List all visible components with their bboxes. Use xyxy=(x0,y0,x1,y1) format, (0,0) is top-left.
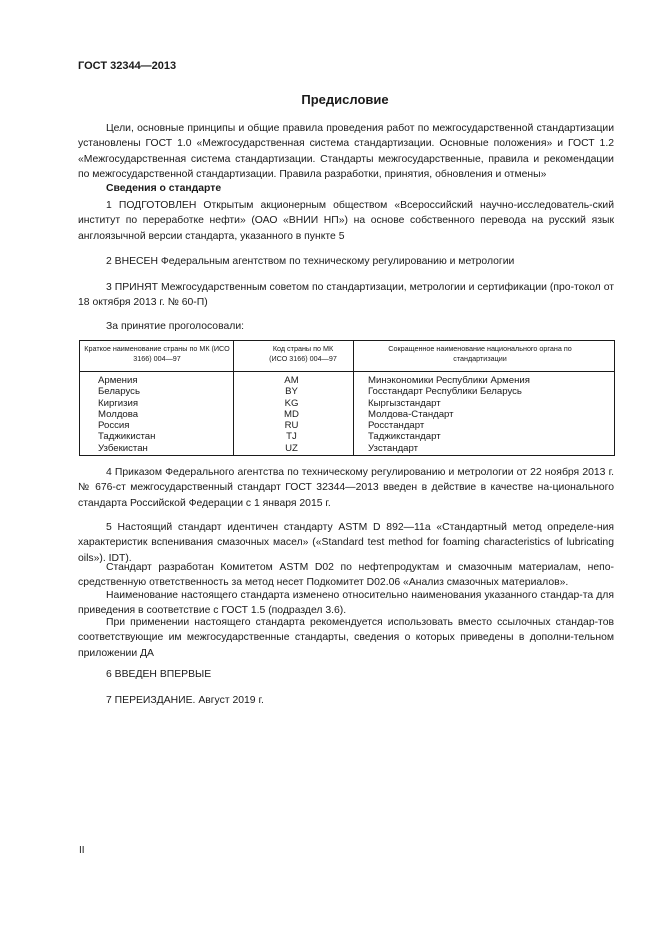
page-title: Предисловие xyxy=(301,92,389,107)
table-cell-body: Таджикстандарт xyxy=(368,431,441,443)
table-cell-country: Армения xyxy=(98,375,138,386)
item-7-paragraph: 7 ПЕРЕИЗДАНИЕ. Август 2019 г. xyxy=(106,695,264,706)
item-5-paragraph: 5 Настоящий стандарт идентичен стандарту ASTM D 892—11а «Стандартный метод определе-ния характеристик вспенивания смазочных масел» («Standard test method for foaming characteristics of lubricating oils»). IDT). xyxy=(78,522,614,564)
table-cell-body: Минэкономики Республики Армения xyxy=(368,375,530,386)
voting-table xyxy=(79,340,615,456)
table-cell-code: TJ xyxy=(286,431,297,443)
table-header-divider xyxy=(80,371,614,372)
table-cell-country: Таджикистан xyxy=(98,431,156,443)
table-cell-code: BY xyxy=(285,386,298,398)
document-header: ГОСТ 32344—2013 xyxy=(78,60,177,72)
item-5-name-change-paragraph: Наименование настоящего стандарта изменено относительно наименования указанного стандар-та для приведения в соответствие с ГОСТ 1.5 (подраздел 3.6). xyxy=(78,590,614,617)
table-cell-code: RU xyxy=(284,420,299,432)
item-1-paragraph: 1 ПОДГОТОВЛЕН Открытым акционерным обществом «Всероссийский научно-исследователь-ский институт по переработке нефти» (ОАО «ВНИИ НП») на основе собственного перевода на русский язык англоязычной версии стандарта, указанного в пункте 5 xyxy=(78,200,614,242)
table-cell-body: Госстандарт Республики Беларусь xyxy=(368,386,522,398)
table-cell-code: MD xyxy=(284,408,299,420)
table-cell-body: Росстандарт xyxy=(368,420,425,432)
table-cell-country: Молдова xyxy=(98,408,139,420)
section-heading: Сведения о стандарте xyxy=(106,183,222,194)
table-cell-code: AM xyxy=(284,375,299,386)
item-6-paragraph: 6 ВВЕДЕН ВПЕРВЫЕ xyxy=(106,669,212,680)
item-5-references-paragraph: При применении настоящего стандарта рекомендуется использовать вместо ссылочных стандар-тов соответствующие им межгосударственные стандарты, сведения о которых приведены в дополни-тельном приложении ДА xyxy=(78,617,614,659)
intro-paragraph: Цели, основные принципы и общие правила проведения работ по межгосударственной стандартизации установлены ГОСТ 1.0 «Межгосударственная система стандартизации. Основные положения» и ГОСТ 1.2 «Межгосударственная система стандартизации. Стандарты межгосударственные, правила и рекомендации по межгосударственной стандартизации. Правила разработки, принятия, обновления и отмены» xyxy=(78,123,614,181)
item-2-paragraph: 2 ВНЕСЕН Федеральным агентством по техническому регулированию и метрологии xyxy=(106,256,515,267)
item-3-paragraph: 3 ПРИНЯТ Межгосударственным советом по стандартизации, метрологии и сертификации (про-токол от 18 октября 2013 г. № 60-П) xyxy=(78,282,614,309)
table-cell-body: Узстандарт xyxy=(368,442,419,454)
page-number: II xyxy=(79,845,85,856)
table-header-country: Краткое наименование страны по МК (ИСО 3166) 004—97 xyxy=(84,344,230,363)
table-header-body: Сокращенное наименование национального органа по стандартизации xyxy=(388,344,572,363)
table-cell-code: UZ xyxy=(285,442,298,454)
table-cell-code: KG xyxy=(284,397,299,409)
table-cell-country: Киргизия xyxy=(98,397,139,409)
table-cell-body: Кыргызстандарт xyxy=(368,397,441,409)
table-cell-country: Узбекистан xyxy=(98,442,148,454)
item-4-paragraph: 4 Приказом Федерального агентства по техническому регулированию и метрологии от 22 ноября 2013 г. № 676-ст межгосударственный стандарт ГОСТ 32344—2013 введен в действие в качестве на-ционального стандарта Российской Федерации с 1 января 2015 г. xyxy=(78,467,614,509)
table-column-bodies xyxy=(368,375,530,454)
table-cell-body: Молдова-Стандарт xyxy=(368,408,454,420)
item-5-developer-paragraph: Стандарт разработан Комитетом ASTM D02 по нефтепродуктам и смазочным материалам, непо-средственную ответственность за метод несет Подкомитет D02.06 «Анализ смазочных материалов». xyxy=(78,562,614,589)
table-column-countries xyxy=(98,375,155,454)
table-column-codes xyxy=(229,375,354,454)
vote-label: За принятие проголосовали: xyxy=(106,321,245,332)
table-cell-country: Беларусь xyxy=(98,386,140,398)
table-cell-country: Россия xyxy=(98,420,130,432)
table-header-code: Код страны по МК (ИСО 3166) 004—97 xyxy=(269,344,337,363)
